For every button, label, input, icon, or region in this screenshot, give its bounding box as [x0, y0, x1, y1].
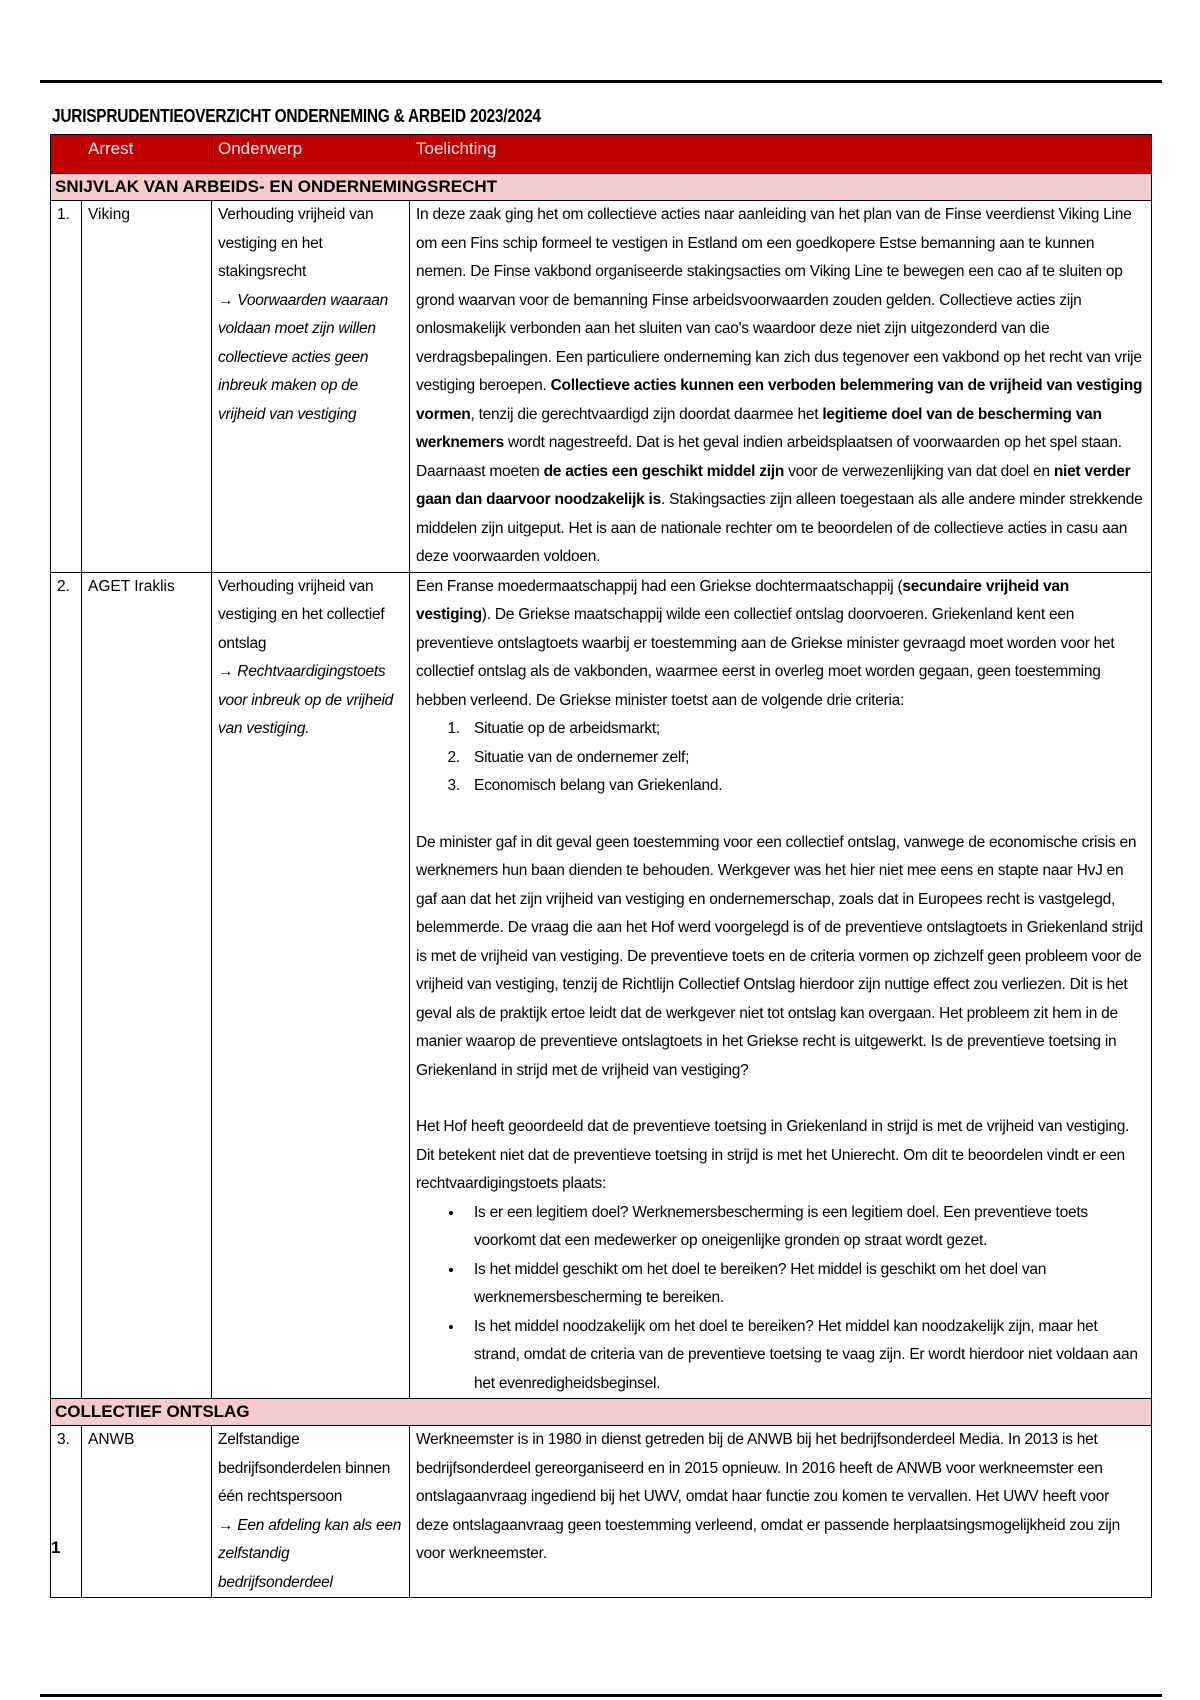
section-row	[51, 174, 1152, 201]
list-item: 1. Situatie op de arbeidsmarkt;	[464, 715, 1145, 744]
document-title: JURISPRUDENTIEOVERZICHT ONDERNEMING & ARBEID 2023/2024	[52, 106, 541, 126]
table-row	[51, 572, 1152, 1399]
toelichting-cell	[410, 1426, 1152, 1598]
row-number: 2.	[51, 572, 82, 1399]
emphasis: Collectieve acties kunnen een verboden belemmering van de vrijheid van vestiging vormen	[416, 377, 1143, 423]
arrest-name: ANWB	[82, 1426, 212, 1598]
header-num	[51, 135, 82, 174]
onderwerp-cell	[212, 572, 410, 1399]
list-item: • Is het middel noodzakelijk om het doel te bereiken? Het middel kan noodzakelijk zijn, maar het strand, omdat de criteria van de preventieve toetsing te vaag zijn. Er wordt hierdoor niet voldaan aan het evenredigheidsbeginsel.	[464, 1313, 1145, 1399]
list-item: • Is het middel geschikt om het doel te bereiken? Het middel is geschikt om het doel van werknemersbescherming te bereiken.	[464, 1256, 1145, 1313]
section-row	[51, 1399, 1152, 1426]
arrest-name: Viking	[82, 201, 212, 573]
section-title: COLLECTIEF ONTSLAG	[51, 1399, 1152, 1426]
list-item: 2. Situatie van de ondernemer zelf;	[464, 744, 1145, 773]
jurisprudence-table	[50, 134, 1152, 1598]
page-number: 1	[51, 1538, 61, 1557]
bullet-list	[416, 1199, 1145, 1399]
bottom-rule	[40, 1694, 1162, 1697]
table-row	[51, 201, 1152, 573]
toelichting-paragraph: Een Franse moedermaatschappij had een Griekse dochtermaatschappij (secundaire vrijheid van vestiging). De Griekse maatschappij wilde een collectief ontslag doorvoeren. Griekenland kent een preventieve ontslagtoets waarbij er toestemming aan de Griekse minister gevraagd moet worden voor het collectief ontslag als de vakbonden, waarmee eerst in overleg moet worden gegaan, geen toestemming hebben verleend. De Griekse minister toetst aan de volgende drie criteria:	[416, 577, 1115, 709]
toelichting-paragraph: In deze zaak ging het om collectieve acties naar aanleiding van het plan van de Finse veerdienst Viking Line om een Fins schip formeel te vestigen in Estland om een goedkopere Estse bemanning aan te kunnen nemen. De Finse vakbond organiseerde stakingsacties om Viking Line te bewegen een cao af te sluiten op grond waarvan voor de bemanning Finse arbeidsvoorwaarden zouden gelden. Collectieve acties zijn onlosmakelijk verbonden aan het sluiten van cao's waardoor deze niet zijn uitgezonderd van die verdragsbepalingen. Een particuliere onderneming kan zich dus tegenover een vakbond op het recht van vrije vestiging beroepen. Collectieve acties kunnen een verboden belemmering van de vrijheid van vestiging vormen, tenzij die gerechtvaardigd zijn doordat daarmee het legitieme doel van de bescherming van werknemers wordt nagestreefd. Dat is het geval indien arbeidsplaatsen of voorwaarden op het spel staan. Daarnaast moeten de acties een geschikt middel zijn voor de verwezenlijking van dat doel en niet verder gaan dan daarvoor noodzakelijk is. Stakingsacties zijn alleen toegestaan als alle andere minder strekkende middelen zijn uitgeput. Het is aan de nationale rechter om te beoordelen of de collectieve acties in casu aan deze voorwaarden voldoen.	[416, 206, 1143, 565]
onderwerp-note: → Voorwaarden waaraan voldaan moet zijn willen collectieve acties geen inbreuk maken op de vrijheid van vestiging	[218, 291, 388, 423]
onderwerp-text: Zelfstandige bedrijfsonderdelen binnen één rechtspersoon	[218, 1431, 391, 1505]
row-number: 3.	[51, 1426, 82, 1598]
toelichting-cell	[410, 572, 1152, 1399]
onderwerp-note: → Een afdeling kan als een zelfstandig bedrijfsonderdeel	[218, 1516, 402, 1591]
onderwerp-note: → Rechtvaardigingstoets voor inbreuk op de vrijheid van vestiging.	[218, 663, 394, 737]
header-onderwerp: Onderwerp	[212, 135, 410, 174]
table-header-row	[51, 135, 1152, 174]
onderwerp-text: Verhouding vrijheid van vestiging en het stakingsrecht	[218, 206, 374, 280]
toelichting-paragraph: De minister gaf in dit geval geen toestemming voor een collectief ontslag, vanwege de economische crisis en werknemers hun baan dienden te behouden. Werkgever was het hier niet mee eens en stapte naar HvJ en gaf aan dat het zijn vrijheid van vestiging en ondernemerschap, zoals dat in Europees recht is vastgelegd, belemmerde. De vraag die aan het Hof werd voorgelegd is of de preventieve ontslagtoets in Griekenland strijd is met de vrijheid van vestiging. De preventieve toets en de criteria vormen op zichzelf geen probleem voor de vrijheid van vestiging, tenzij de Richtlijn Collectief Ontslag hierdoor zijn nuttige effect zou verliezen. Dit is het geval als de praktijk ertoe leidt dat de werkgever niet tot ontslag kan overgaan. Het probleem zit hem in de manier waarop de preventieve ontslagtoets in het Griekse recht is uitgewerkt. Is de preventieve toetsing in Griekenland in strijd met de vrijheid van vestiging?	[416, 833, 1143, 1079]
header-arrest: Arrest	[82, 135, 212, 174]
header-toelichting: Toelichting	[410, 135, 1152, 174]
toelichting-paragraph: Het Hof heeft geoordeeld dat de preventieve toetsing in Griekenland in strijd is met de vrijheid van vestiging. Dit betekent niet dat de preventieve toetsing in strijd is met het Unierecht. Om dit te beoordelen vindt er een rechtvaardigingstoets plaats:	[416, 1118, 1130, 1192]
criteria-list	[416, 715, 1145, 801]
top-rule	[40, 80, 1162, 83]
onderwerp-text: Verhouding vrijheid van vestiging en het collectief ontslag	[218, 577, 385, 652]
toelichting-paragraph: Werkneemster is in 1980 in dienst getreden bij de ANWB bij het bedrijfsonderdeel Media. In 2013 is het bedrijfsonderdeel gereorganiseerd en in 2015 opnieuw. In 2016 heeft de ANWB voor werkneemster een ontslagaanvraag ingediend bij het UWV, omdat haar functie zou komen te vervallen. Het UWV heeft voor deze ontslagaanvraag geen toestemming verleend, omdat er passende herplaatsingsmogelijkheid zou zijn voor werkneemster.	[416, 1431, 1120, 1562]
arrest-name: AGET Iraklis	[82, 572, 212, 1399]
emphasis: niet verder gaan dan daarvoor noodzakelijk is	[416, 462, 1131, 508]
section-title: SNIJVLAK VAN ARBEIDS- EN ONDERNEMINGSRECHT	[51, 174, 1152, 201]
toelichting-cell	[410, 201, 1152, 573]
row-number: 1.	[51, 201, 82, 573]
emphasis: de acties een geschikt middel zijn	[543, 462, 785, 480]
onderwerp-cell	[212, 1426, 410, 1598]
list-item: • Is er een legitiem doel? Werknemersbescherming is een legitiem doel. Een preventieve toets voorkomt dat een medewerker op oneigenlijke gronden op straat wordt gezet.	[464, 1199, 1145, 1256]
list-item: 3. Economisch belang van Griekenland.	[464, 772, 1145, 801]
onderwerp-cell	[212, 201, 410, 573]
emphasis: legitieme doel van de bescherming van werknemers	[416, 405, 1102, 451]
emphasis: secundaire vrijheid van vestiging	[416, 577, 1069, 623]
table-row	[51, 1426, 1152, 1598]
